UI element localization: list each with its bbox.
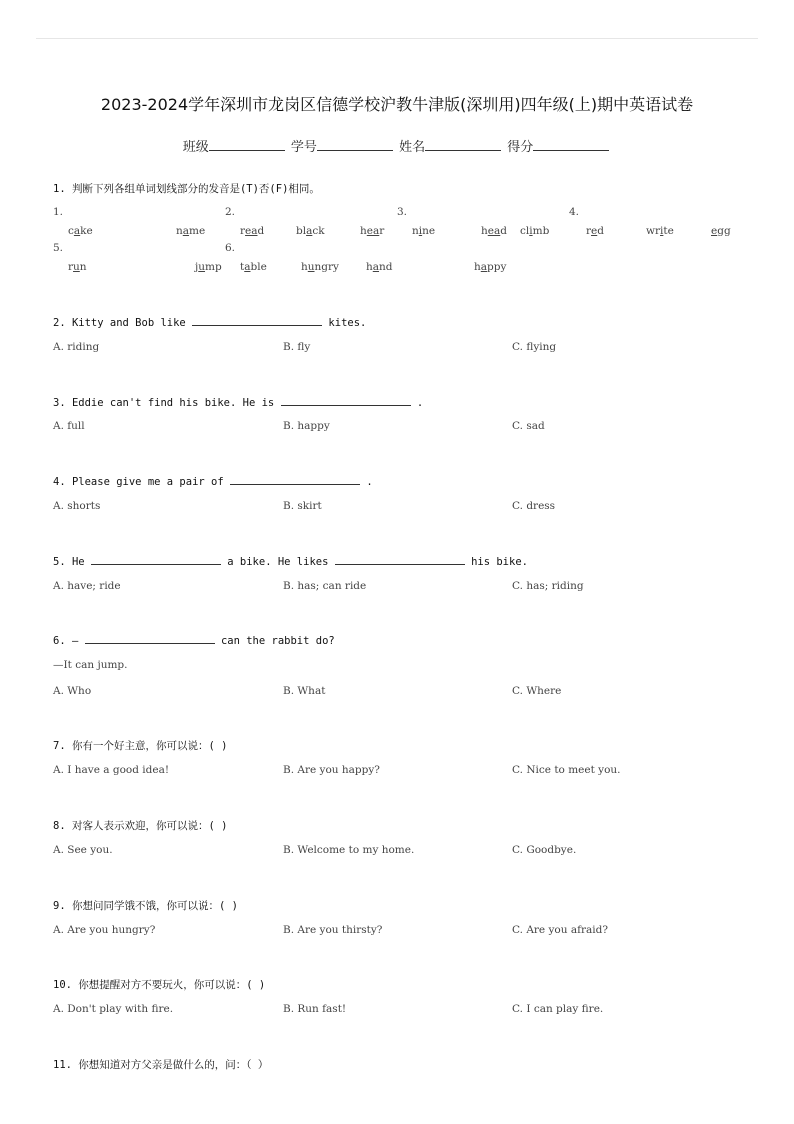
option-a[interactable]: A. have; ride (53, 580, 121, 592)
group-number: 3. (397, 206, 408, 218)
name-blank[interactable] (425, 138, 501, 151)
question-5-stem: 5. He a bike. He likes his bike. (53, 556, 528, 568)
question-3-stem: 3. Eddie can't find his bike. He is . (53, 397, 424, 409)
phonics-word: nine (412, 225, 436, 237)
phonics-word: table (240, 261, 267, 273)
score-label: 得分 (507, 140, 534, 155)
answer-blank[interactable] (91, 554, 221, 565)
group-number: 6. (225, 242, 236, 254)
question-7-stem: 7. 你有一个好主意，你可以说：( ) (53, 740, 228, 752)
question-6-reply: —It can jump. (53, 659, 128, 671)
student-id-label: 学号 (290, 140, 317, 155)
phonics-word: read (240, 225, 265, 237)
option-c[interactable]: C. dress (512, 500, 556, 512)
answer-blank[interactable] (192, 315, 322, 326)
option-a[interactable]: A. Are you hungry? (53, 924, 156, 936)
option-b[interactable]: B. Welcome to my home. (283, 844, 415, 856)
option-b[interactable]: B. skirt (283, 500, 322, 512)
phonics-word: name (176, 225, 206, 237)
question-2-stem: 2. Kitty and Bob like kites. (53, 317, 367, 329)
option-c[interactable]: C. Where (512, 685, 562, 697)
option-b[interactable]: B. Run fast! (283, 1003, 347, 1015)
option-b[interactable]: B. fly (283, 341, 311, 353)
page-title: 2023-2024学年深圳市龙岗区信德学校沪教牛津版(深圳用)四年级(上)期中英语试卷 (100, 95, 694, 114)
option-a[interactable]: A. I have a good idea! (53, 764, 170, 776)
answer-blank[interactable] (281, 395, 411, 406)
question-8-stem: 8. 对客人表示欢迎，你可以说：( ) (53, 820, 228, 832)
option-b[interactable]: B. Are you thirsty? (283, 924, 383, 936)
option-c[interactable]: C. Are you afraid? (512, 924, 608, 936)
phonics-word: run (68, 261, 87, 273)
option-a[interactable]: A. See you. (53, 844, 113, 856)
group-number: 5. (53, 242, 64, 254)
phonics-word: climb (520, 225, 550, 237)
option-c[interactable]: C. flying (512, 341, 557, 353)
student-id-blank[interactable] (317, 138, 393, 151)
class-label: 班级 (182, 140, 209, 155)
group-number: 1. (53, 206, 64, 218)
phonics-word: hungry (301, 261, 339, 273)
question-1-stem: 1. 判断下列各组单词划线部分的发音是(T)否(F)相同。 (53, 183, 320, 195)
option-b[interactable]: B. What (283, 685, 326, 697)
class-blank[interactable] (209, 138, 285, 151)
option-a[interactable]: A. riding (53, 341, 100, 353)
phonics-word: happy (474, 261, 507, 273)
answer-blank[interactable] (230, 474, 360, 485)
group-number: 4. (569, 206, 580, 218)
phonics-word: cake (68, 225, 93, 237)
option-a[interactable]: A. Don't play with fire. (53, 1003, 174, 1015)
phonics-word: black (296, 225, 325, 237)
option-c[interactable]: C. I can play fire. (512, 1003, 604, 1015)
question-11-stem: 11. 你想知道对方父亲是做什么的，问：（ ） (53, 1059, 269, 1071)
answer-blank[interactable] (335, 554, 465, 565)
option-a[interactable]: A. shorts (53, 500, 101, 512)
score-blank[interactable] (533, 138, 609, 151)
question-4-stem: 4. Please give me a pair of . (53, 476, 373, 488)
student-info-line (0, 136, 794, 155)
option-b[interactable]: B. Are you happy? (283, 764, 380, 776)
phonics-word: head (481, 225, 507, 237)
option-a[interactable]: A. full (53, 420, 85, 432)
option-b[interactable]: B. happy (283, 420, 330, 432)
top-divider (36, 38, 758, 39)
option-c[interactable]: C. Nice to meet you. (512, 764, 621, 776)
option-c[interactable]: C. has; riding (512, 580, 584, 592)
phonics-word: hand (366, 261, 393, 273)
option-c[interactable]: C. sad (512, 420, 545, 432)
phonics-word: red (586, 225, 604, 237)
question-6-stem: 6. — can the rabbit do? (53, 635, 335, 647)
phonics-word: jump (195, 261, 222, 273)
phonics-word: egg (711, 225, 731, 237)
option-c[interactable]: C. Goodbye. (512, 844, 577, 856)
group-number: 2. (225, 206, 236, 218)
option-a[interactable]: A. Who (53, 685, 92, 697)
phonics-word: hear (360, 225, 385, 237)
question-9-stem: 9. 你想问同学饿不饿，你可以说：( ) (53, 900, 238, 912)
name-label: 姓名 (399, 140, 426, 155)
question-10-stem: 10. 你想提醒对方不要玩火，你可以说：( ) (53, 979, 266, 991)
answer-blank[interactable] (85, 633, 215, 644)
option-b[interactable]: B. has; can ride (283, 580, 367, 592)
phonics-word: write (646, 225, 674, 237)
